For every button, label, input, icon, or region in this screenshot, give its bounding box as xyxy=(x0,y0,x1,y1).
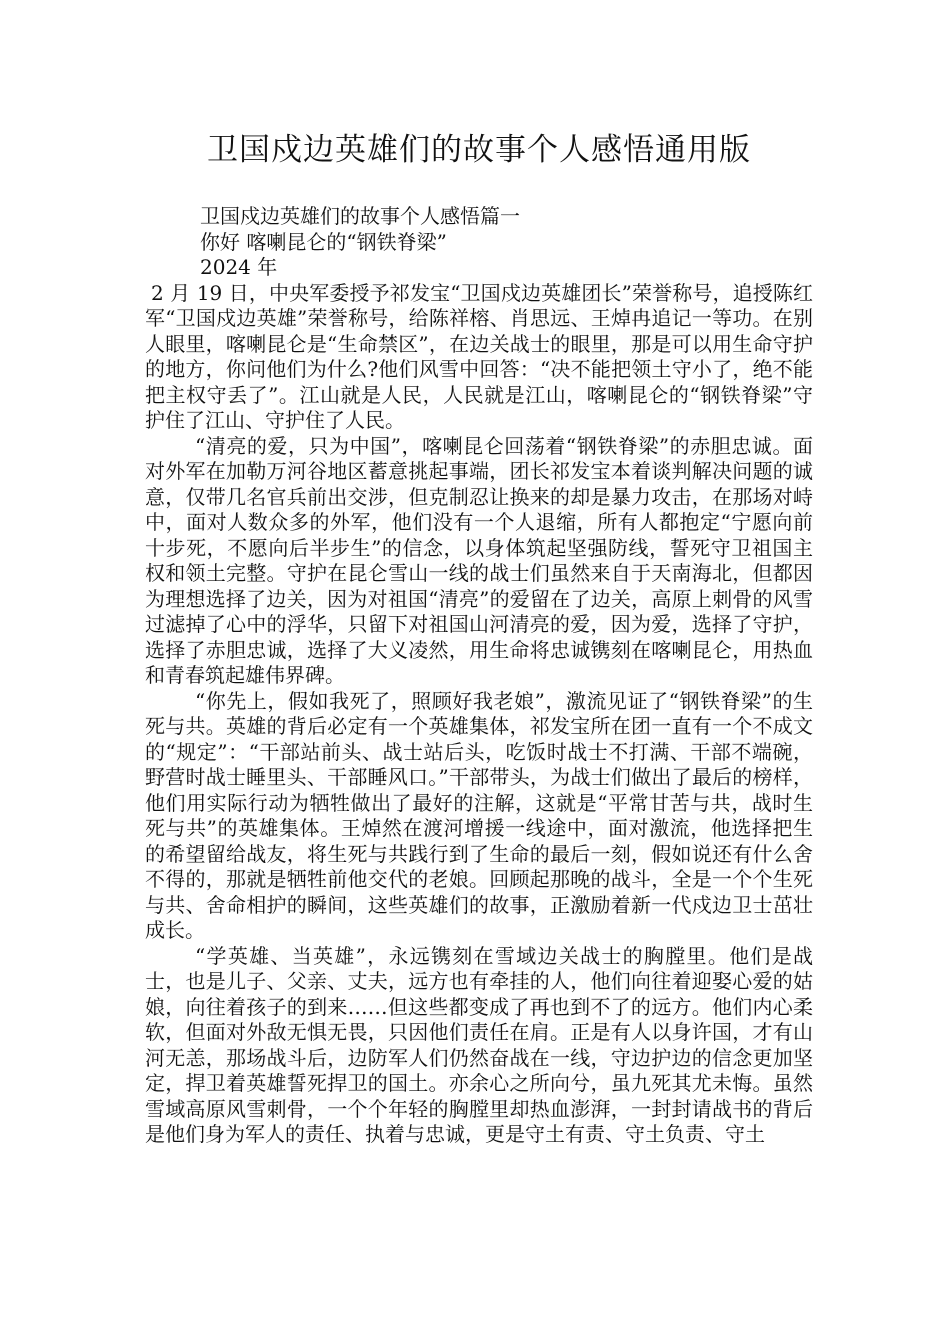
paragraph-3: “你先上，假如我死了，照顾好我老娘”，激流见证了“钢铁脊梁”的生死与共。英雄的背后必定有一个英雄集体，祁发宝所在团一直有一个不成文的“规定”：“干部站前头、战士站后头，吃饭时战士不打满、干部不端碗，野营时战士睡里头、干部睡风口。”干部带头，为战士们做出了最后的榜样，他们用实际行动为牺牲做出了最好的注解，这就是“平常甘苦与共，战时生死与共”的英雄集体。王焯然在渡河增援一线途中，面对激流，他选择把生的希望留给战友，将生死与共践行到了生命的最后一刻，假如说还有什么舍不得的，那就是牺牲前他交代的老娘。回顾起那晚的战斗，全是一个个生死与共、舍命相护的瞬间，这些英雄们的故事，正激励着新一代戍边卫士茁壮成长。 xyxy=(145,688,813,942)
paragraph-4: “学英雄、当英雄”，永远镌刻在雪域边关战士的胸膛里。他们是战士，也是儿子、父亲、丈夫，远方也有牵挂的人，他们向往着迎娶心爱的姑娘，向往着孩子的到来……但这些都变成了再也到不了的远方。他们内心柔软，但面对外敌无惧无畏，只因他们责任在肩。正是有人以身许国，才有山河无恙，那场战斗后，边防军人们仍然奋战在一线，守边护边的信念更加坚定，捍卫着英雄誓死捍卫的国土。亦余心之所向兮，虽九死其尤未悔。虽然雪域高原风雪刺骨，一个个年轻的胸膛里却热血澎湃，一封封请战书的背后是他们身为军人的责任、执着与忠诚，更是守土有责、守土负责、守土 xyxy=(145,943,813,1146)
document-body xyxy=(145,281,813,1148)
paragraph-2: “清亮的爱，只为中国”，喀喇昆仑回荡着“钢铁脊梁”的赤胆忠诚。面对外军在加勒万河谷地区蓄意挑起事端，团长祁发宝本着谈判解决问题的诚意，仅带几名官兵前出交涉，但克制忍让换来的却是暴力攻击，在那场对峙中，面对人数众多的外军，他们没有一个人退缩，所有人都抱定“宁愿向前十步死，不愿向后半步生”的信念，以身体筑起坚强防线，誓死守卫祖国主权和领土完整。守护在昆仑雪山一线的战士们虽然来自于天南海北，但都因为理想选择了边关，因为对祖国“清亮”的爱留在了边关，高原上刺骨的风雪过滤掉了心中的浮华，只留下对祖国山河清亮的爱，因为爱，选择了守护，选择了赤胆忠诚，选择了大义凌然，用生命将忠诚镌刻在喀喇昆仑，用热血和青春筑起雄伟界碑。 xyxy=(145,433,813,687)
section-heading: 卫国戍边英雄们的故事个人感悟篇一 xyxy=(200,204,520,228)
article-headline: 你好 喀喇昆仑的“钢铁脊梁” xyxy=(200,229,447,254)
document-subtitle-block xyxy=(145,204,813,281)
document-page xyxy=(145,0,813,1148)
document-title: 卫国戍边英雄们的故事个人感悟通用版 xyxy=(207,132,751,168)
article-year: 2024 年 xyxy=(200,255,278,279)
paragraph-1: 2 月 19 日，中央军委授予祁发宝“卫国戍边英雄团长”荣誉称号，追授陈红军“卫国戍边英雄”荣誉称号，给陈祥榕、肖思远、王焯冉追记一等功。在别人眼里，喀喇昆仑是“生命禁区”，在边关战士的眼里，那是可以用生命守护的地方，你问他们为什么?他们风雪中回答：“决不能把领土守小了，绝不能把主权守丢了”。江山就是人民，人民就是江山，喀喇昆仑的“钢铁脊梁”守护住了江山、守护住了人民。 xyxy=(145,280,813,432)
